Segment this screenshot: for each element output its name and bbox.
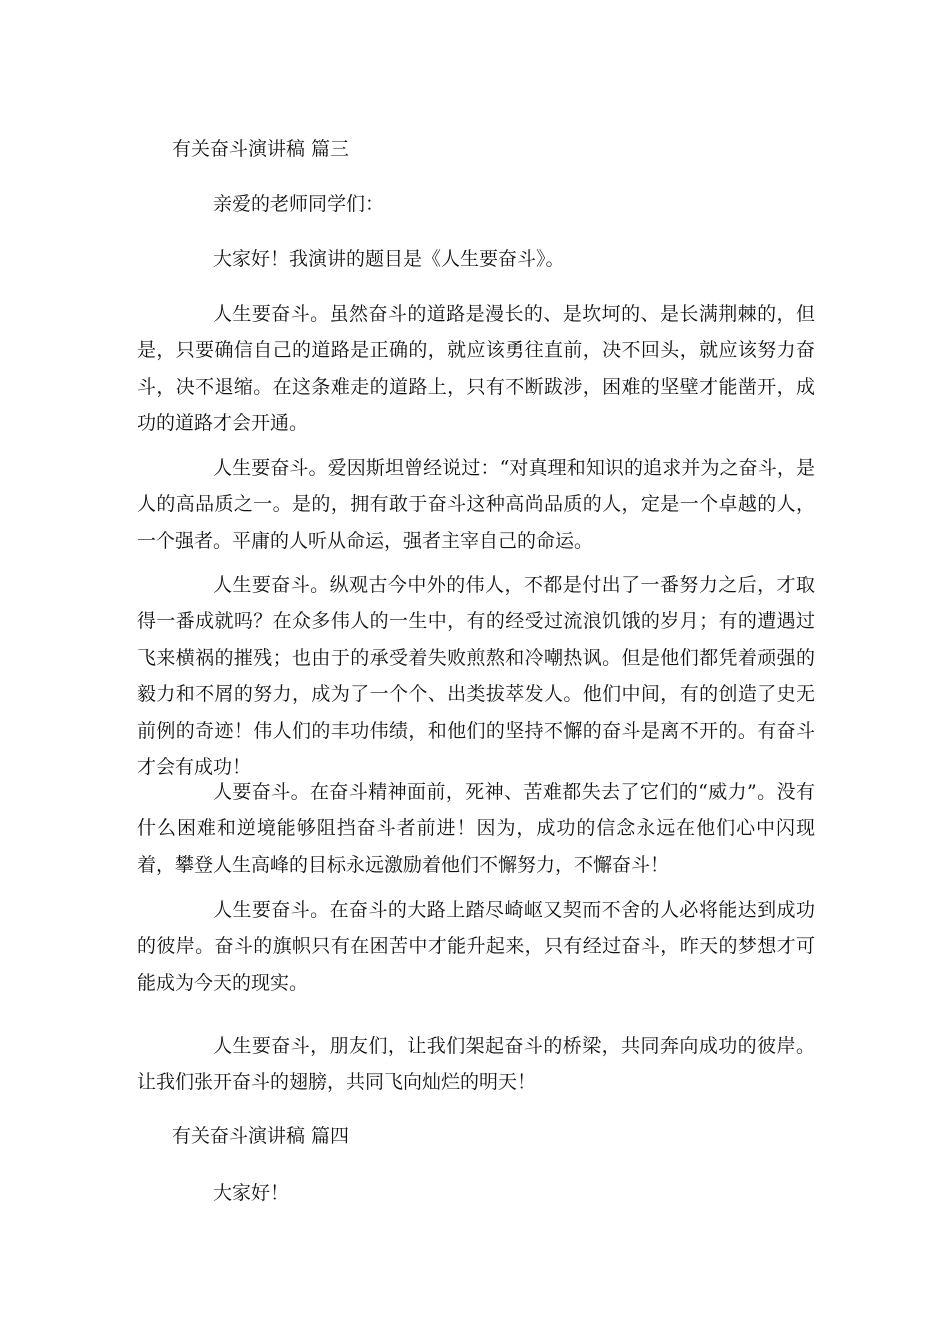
greeting-paragraph: 大家好！我演讲的题目是《人生要奋斗》。 [213, 248, 565, 270]
body-paragraph-2: 人生要奋斗。爱因斯坦曾经说过：“对真理和知识的追求并为之奋斗，是人的高品质之一。是的，拥有敢于奋斗这种高尚品质的人，定是一个卓越的人，一个强者。平庸的人听从命运，强者主宰自己的命运。 [137, 457, 815, 552]
section-heading-3: 有关奋斗演讲稿 篇三 [172, 138, 350, 160]
greeting-paragraph-2: 大家好！ [213, 1182, 290, 1204]
body-paragraph-6: 人生要奋斗，朋友们，让我们架起奋斗的桥梁，共同奔向成功的彼岸。让我们张开奋斗的翅膀，共同飞向灿烂的明天！ [137, 1035, 815, 1094]
body-paragraph-3: 人生要奋斗。纵观古今中外的伟人，不都是付出了一番努力之后，才取得一番成就吗？在众多伟人的一生中，有的经受过流浪饥饿的岁月；有的遭遇过飞来横祸的摧残；也由于的承受着失败煎熬和冷嘲热讽。但是他们都凭着顽强的毅力和不屑的努力，成为了一个个、出类拔萃发人。他们中间，有的创造了史无前例的奇迹！伟人们的丰功伟绩，和他们的坚持不懈的奋斗是离不开的。有奋斗才会有成功！ [137, 574, 815, 779]
body-paragraph-5: 人生要奋斗。在奋斗的大路上踏尽崎岖又契而不舍的人必将能达到成功的彼岸。奋斗的旗帜只有在困苦中才能升起来，只有经过奋斗，昨天的梦想才可能成为今天的现实。 [137, 899, 815, 994]
body-paragraph-1: 人生要奋斗。虽然奋斗的道路是漫长的、是坎坷的、是长满荆棘的，但是，只要确信自己的道路是正确的，就应该勇往直前，决不回头，就应该努力奋斗，决不退缩。在这条难走的道路上，只有不断跋涉，困难的坚壁才能凿开，成功的道路才会开通。 [137, 303, 815, 435]
salutation: 亲爱的老师同学们： [213, 193, 385, 215]
body-paragraph-4: 人要奋斗。在奋斗精神面前，死神、苦难都失去了它们的“威力”。没有什么困难和逆境能够阻挡奋斗者前进！因为，成功的信念永远在他们心中闪现着，攀登人生高峰的目标永远激励着他们不懈努力，不懈奋斗！ [137, 781, 815, 876]
section-heading-4: 有关奋斗演讲稿 篇四 [172, 1125, 350, 1147]
